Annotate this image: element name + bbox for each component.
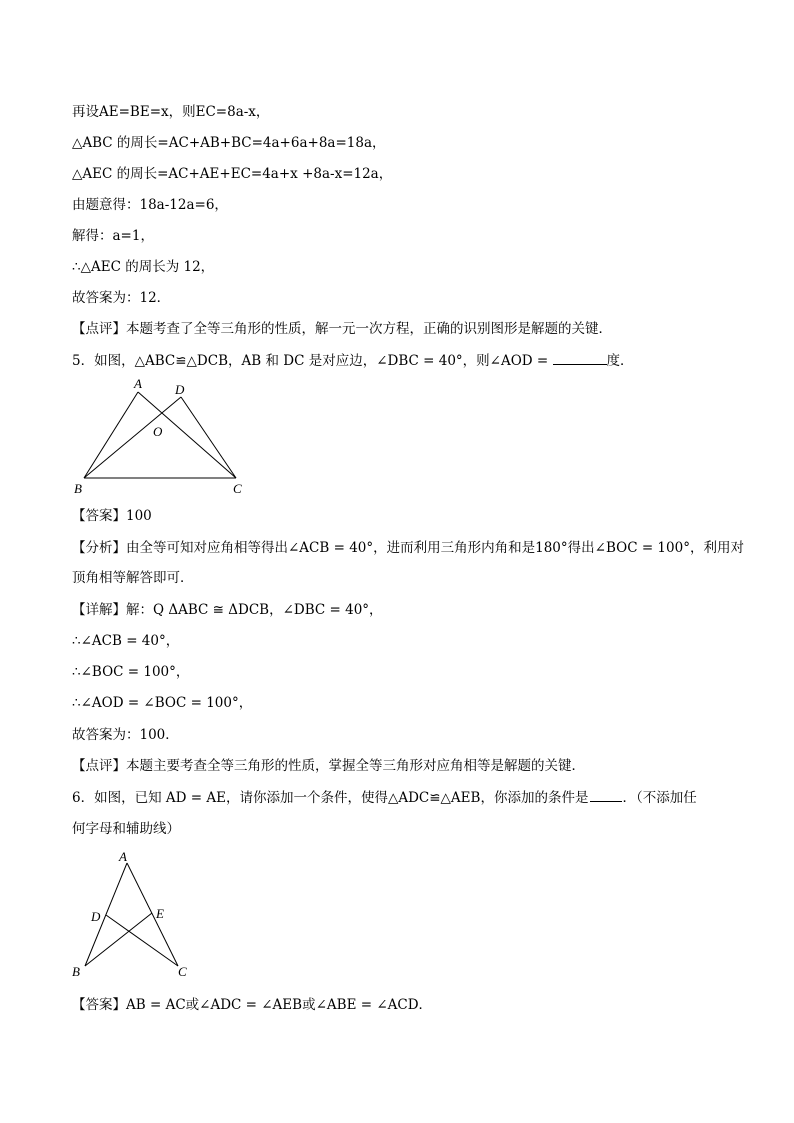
answer-blank-6 xyxy=(590,789,622,802)
label-a: A xyxy=(134,378,142,391)
figure-q5-trapezoid xyxy=(70,378,250,498)
answer-blank-5 xyxy=(553,352,607,365)
label-b: B xyxy=(72,964,80,979)
comment-q4: 【点评】本题考查了全等三角形的性质，解一元一次方程，正确的识别图形是解题的关键． xyxy=(72,321,612,337)
segment-ac xyxy=(127,863,178,966)
question-6-line-1 xyxy=(72,788,697,808)
answer-6: 【答案】AB = AC或∠ADC = ∠AEB或∠ABE = ∠ACD． xyxy=(72,997,433,1013)
solution-line-3: △AEC 的周长=AC+AE+EC=4a+x +8a-x=12a， xyxy=(72,166,393,182)
answer-5: 【答案】100 xyxy=(72,508,152,524)
q6-text: 6．如图，已知 AD = AE，请你添加一个条件，使得△ADC≌△AEB，你添加的条件是 xyxy=(72,790,589,806)
final-answer-5: 故答案为：100． xyxy=(72,727,179,743)
solution-line-5: 解得：a=1， xyxy=(72,228,154,244)
q6-suffix: ．（不添加任 xyxy=(622,790,697,806)
analysis-5-line-2: 顶角相等解答即可． xyxy=(72,570,194,586)
label-c: C xyxy=(178,964,187,979)
solution-line-1: 再设AE=BE=x，则EC=8a-x， xyxy=(72,104,270,120)
solution-line-6: ∴△AEC 的周长为 12， xyxy=(72,259,215,275)
label-a: A xyxy=(119,849,127,864)
label-d: D xyxy=(175,382,185,397)
analysis-5-line-1: 【分析】由全等可知对应角相等得出∠ACB = 40°，进而利用三角形内角和是180°得出∠BOC = 100°，利用对 xyxy=(72,540,744,556)
question-6-line-2: 何字母和辅助线） xyxy=(72,821,180,837)
solution-line-4: 由题意得：18a-12a=6， xyxy=(72,197,228,213)
q5-prefix: 5．如图， xyxy=(72,353,135,369)
q5-ask: 则∠AOD = xyxy=(476,353,549,369)
label-c: C xyxy=(233,481,242,496)
step-5-3: ∴∠AOD = ∠BOC = 100°， xyxy=(72,695,253,711)
q5-unit: 度． xyxy=(606,353,634,369)
step-5-1: ∴∠ACB = 40°， xyxy=(72,633,180,649)
q5-congruence: △ABC≌△DCB， xyxy=(134,353,242,369)
label-e: E xyxy=(156,906,164,921)
label-o: O xyxy=(153,424,163,439)
detail-5: 【详解】解：Q ΔABC ≅ ΔDCB，∠DBC = 40°， xyxy=(72,602,383,618)
question-5 xyxy=(72,351,634,371)
label-b: B xyxy=(74,481,82,496)
q5-sides: AB 和 DC 是对应边， xyxy=(241,353,377,369)
q5-angle: ∠DBC = 40°， xyxy=(376,353,477,369)
segment-ba xyxy=(84,392,138,478)
comment-q5: 【点评】本题主要考查全等三角形的性质，掌握全等三角形对应角相等是解题的关键． xyxy=(72,758,585,774)
step-5-2: ∴∠BOC = 100°， xyxy=(72,664,190,680)
solution-line-2: △ABC 的周长=AC+AB+BC=4a+6a+8a=18a， xyxy=(72,135,386,151)
solution-line-7: 故答案为：12． xyxy=(72,290,171,306)
segment-bd xyxy=(84,397,181,478)
figure-q6-triangle xyxy=(68,848,198,980)
label-d: D xyxy=(91,909,101,924)
